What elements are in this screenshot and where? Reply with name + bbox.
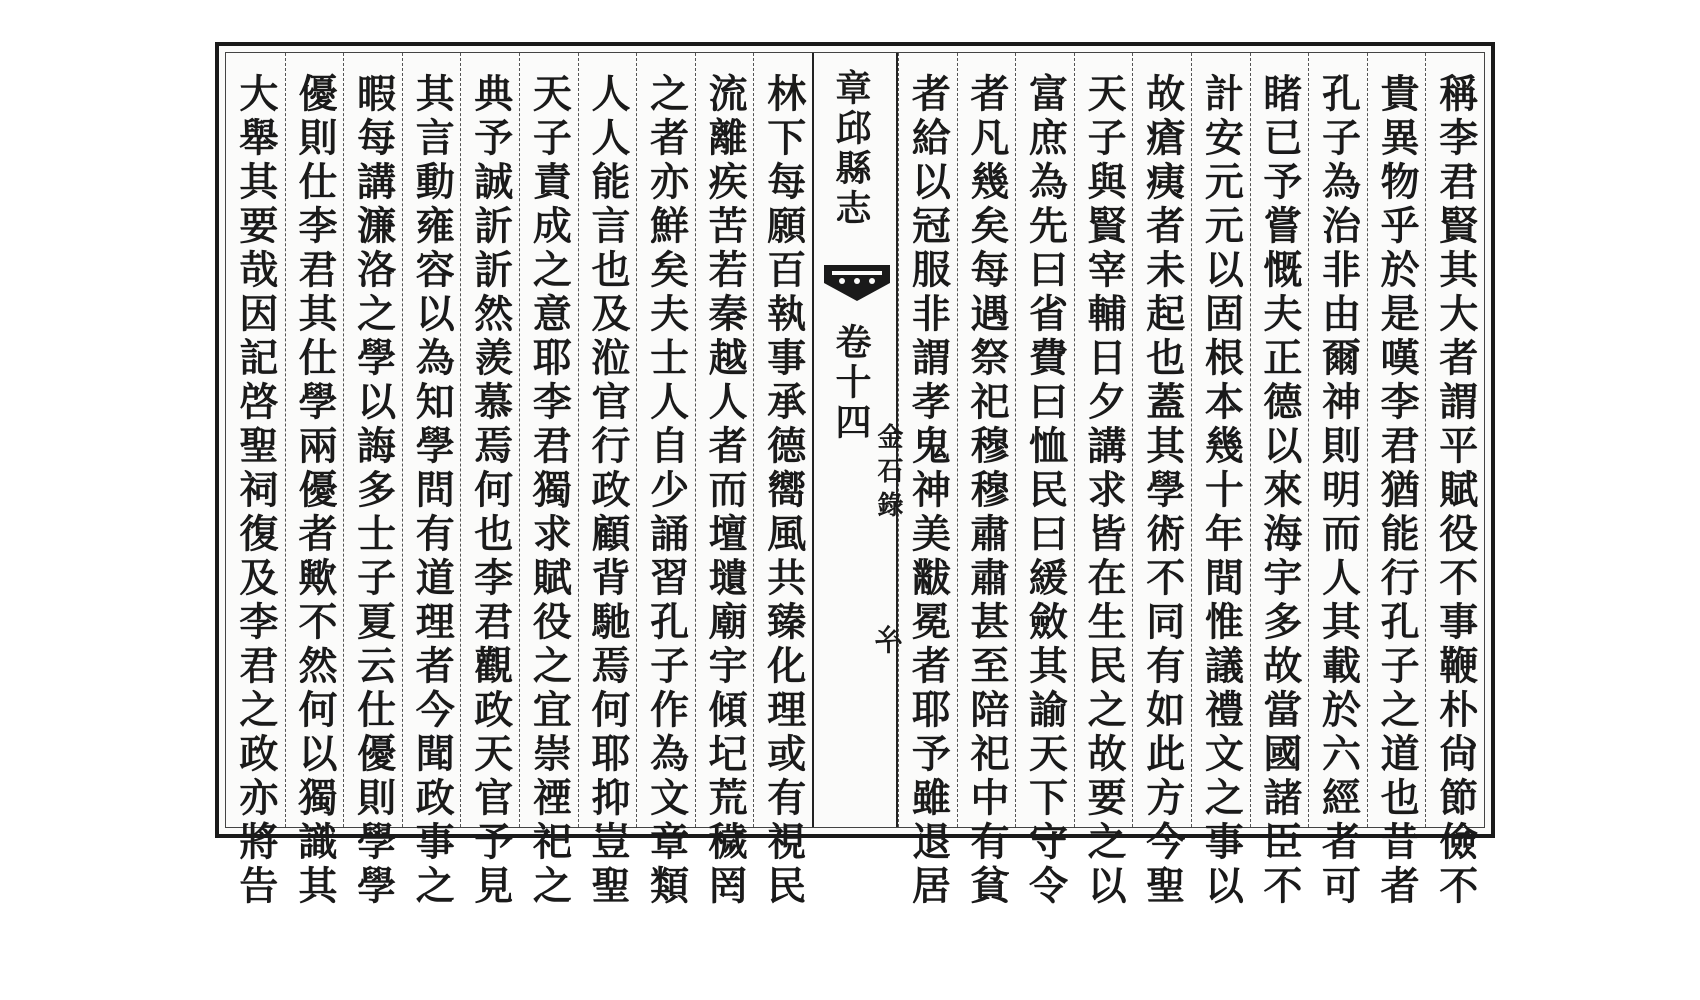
text-column — [636, 53, 695, 909]
text-column — [695, 53, 754, 909]
text-column — [460, 53, 519, 909]
center-fold-column — [812, 53, 905, 827]
fish-tail-ornament-icon — [822, 263, 892, 303]
column-text: 典予誠訢訢然羨慕焉何也李君觀政天官予見 — [467, 73, 514, 909]
column-text: 計安元元以固根本幾十年間惟議禮文之事以 — [1198, 73, 1245, 909]
text-column — [753, 53, 812, 909]
column-text: 林下每願百執事承德嚮風共臻化理或有視民 — [760, 73, 807, 909]
text-column — [1191, 53, 1250, 909]
book-title: 章邱縣志 — [830, 69, 873, 229]
column-text: 者給以冠服非謂孝鬼神美黻冕者耶予雖退居 — [905, 73, 952, 909]
text-column — [519, 53, 578, 909]
text-column — [226, 53, 285, 909]
column-text: 其言動雍容以為知學問有道理者今聞政事之 — [409, 73, 456, 909]
volume-label: 卷十四 — [830, 323, 873, 443]
text-column — [1367, 53, 1426, 909]
text-column — [343, 53, 402, 909]
text-column — [957, 53, 1016, 909]
text-column — [1132, 53, 1191, 909]
text-column — [1074, 53, 1133, 909]
column-text: 稱李君賢其大者謂平賦役不事鞭朴尙節儉不 — [1432, 73, 1479, 909]
text-column — [1308, 53, 1367, 909]
page-frame — [215, 42, 1495, 909]
column-text: 睹已予嘗慨夫正德以來海宇多故當國諸臣不 — [1256, 73, 1303, 909]
column-text: 暇每講濂洛之學以誨多士子夏云仕優則學學 — [350, 73, 397, 909]
column-text: 之者亦鮮矣夫士人自少誦習孔子作為文章類 — [643, 73, 690, 909]
text-block — [225, 52, 1485, 909]
text-column — [578, 53, 637, 909]
text-column — [402, 53, 461, 909]
column-text: 大舉其要哉因記啓聖祠復及李君之政亦將告 — [232, 73, 279, 909]
text-column — [1425, 53, 1484, 909]
section-label: 金石錄 — [873, 423, 904, 525]
page-number: 𢆯 — [869, 623, 905, 653]
column-text: 天子與賢宰輔日夕講求皆在生民之故要之以 — [1081, 73, 1128, 909]
column-text: 流離疾苦若秦越人者而壇壝廟宇傾圮荒穢罔 — [702, 73, 749, 909]
column-text: 者凡幾矣每遇祭祀穆穆肅肅甚至陪祀中有貧 — [963, 73, 1010, 909]
text-column — [285, 53, 344, 909]
column-text: 優則仕李君其仕學兩優者歟不然何以獨識其 — [292, 73, 338, 909]
column-text: 天子責成之意耶李君獨求賦役之宜崇禋祀之 — [526, 73, 573, 909]
text-column — [1015, 53, 1074, 909]
column-text: 貴異物乎於是嘆李君猶能行孔子之道也昔者 — [1374, 73, 1421, 909]
column-text: 孔子為治非由爾神則明而人其載於六經者可 — [1315, 73, 1362, 909]
column-text: 富庶為先曰省費曰恤民曰緩斂其諭天下守令 — [1022, 73, 1069, 909]
text-column — [1250, 53, 1309, 909]
column-text: 故瘡痍者未起也蓋其學術不同有如此方今聖 — [1139, 73, 1186, 909]
column-text: 人人能言也及涖官行政顧背馳焉何耶抑豈聖 — [584, 73, 631, 909]
